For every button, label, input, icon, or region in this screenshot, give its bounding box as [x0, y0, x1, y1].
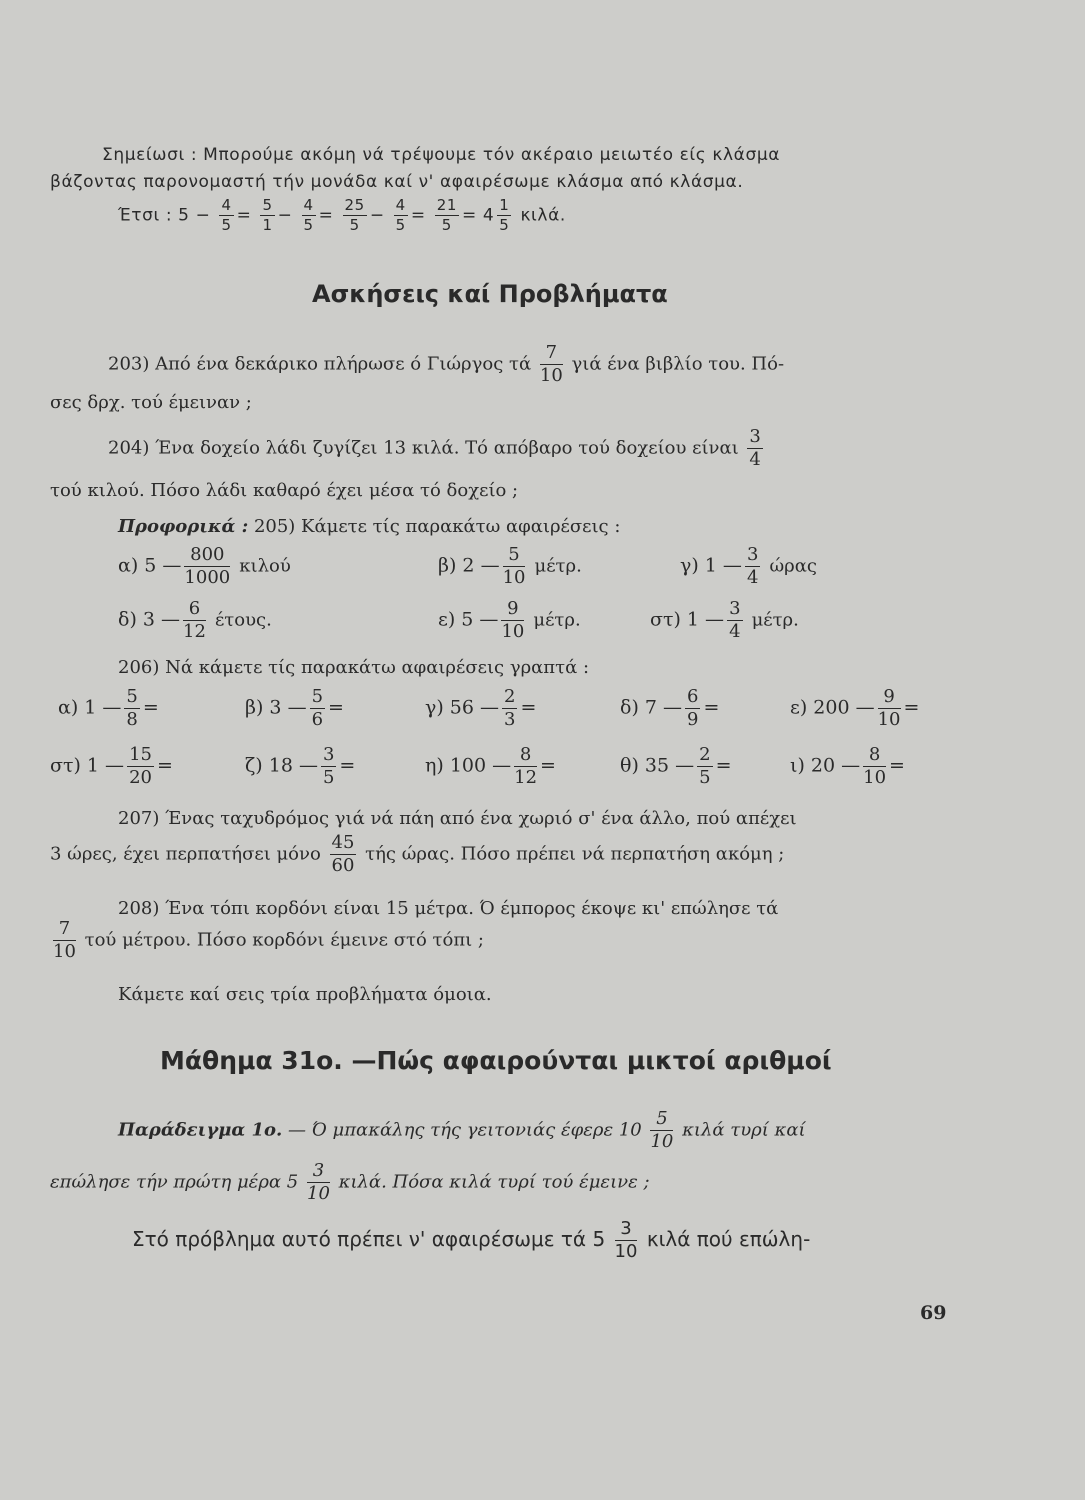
oral-label: Προφορικά :: [118, 516, 249, 537]
item-205-d: δ) 3 — $\frac{6}{12}$ έτους.: [118, 598, 272, 642]
section-heading: Ασκήσεις καί Προβλήματα: [312, 280, 668, 308]
item-206-g: ζ) 18 — $\frac{3}{5}$ =: [245, 744, 356, 788]
item-205-b: β) 2 — $\frac{5}{10}$ μέτρ.: [438, 544, 582, 588]
closing-line: Στό πρόβλημα αυτό πρέπει ν' αφαιρέσωμε τά 5 $\frac{3}{10}$ κιλά πού επώλη-: [132, 1218, 811, 1262]
fraction: $\frac{5}{1}$: [262, 196, 273, 234]
page-number: 69: [920, 1302, 947, 1324]
fraction: $\frac{4}{5}$: [395, 196, 406, 234]
note-eq-prefix: Έτσι : 5 −: [118, 205, 211, 226]
item-206-c: γ) 56 — $\frac{2}{3}$ =: [425, 686, 537, 730]
item-206-e: ε) 200 — $\frac{9}{10}$ =: [790, 686, 920, 730]
item-205-e: ε) 5 — $\frac{9}{10}$ μέτρ.: [438, 598, 581, 642]
fraction: $\frac{7}{10}$: [539, 342, 563, 386]
problem-205-header: Προφορικά : 205) Κάμετε τίς παρακάτω αφαιρέσεις :: [118, 516, 621, 537]
note-line-2: βάζοντας παρονομαστή τήν μονάδα καί ν' αφαιρέσωμε κλάσμα από κλάσμα.: [50, 172, 744, 192]
fraction: $\frac{5}{10}$: [650, 1108, 674, 1152]
fraction: $\frac{25}{5}$: [344, 196, 365, 234]
problem-206-header: 206) Νά κάμετε τίς παρακάτω αφαιρέσεις γραπτά :: [118, 657, 590, 678]
item-206-h: η) 100 — $\frac{8}{12}$ =: [425, 744, 556, 788]
item-206-f: στ) 1 — $\frac{15}{20}$ =: [50, 744, 173, 788]
problem-203-cont: σες δρχ. τού έμειναν ;: [50, 392, 252, 413]
problem-208-cont: $\frac{7}{10}$ τού μέτρου. Πόσο κορδόνι έμεινε στό τόπι ;: [53, 918, 484, 962]
fraction: $\frac{4}{5}$: [221, 196, 232, 234]
problem-204-cont: τού κιλού. Πόσο λάδι καθαρό έχει μέσα τό δοχείο ;: [50, 480, 519, 501]
fraction: $\frac{1}{5}$: [499, 196, 510, 234]
extra-problems: Κάμετε καί σεις τρία προβλήματα όμοια.: [118, 984, 492, 1005]
item-206-i: θ) 35 — $\frac{2}{5}$ =: [620, 744, 732, 788]
problem-204: 204) Ένα δοχείο λάδι ζυγίζει 13 κιλά. Τό απόβαρο τού δοχείου είναι $\frac{3}{4}$: [108, 426, 761, 470]
fraction: $\frac{3}{4}$: [749, 426, 761, 470]
example-line-1: Παράδειγμα 1ο. — Ό μπακάλης τής γειτονιάς έφερε 10 $\frac{5}{10}$ κιλά τυρί καί: [118, 1108, 806, 1152]
note-equation: Έτσι : 5 − $\frac{4}{5}$ = $\frac{5}{1}$ − $\frac{4}{5}$ = $\frac{25}{5}$ − $\frac{4}{5}$ = $\frac{21}{5}$ = 4 $\frac{1}{5}$ κιλά.: [118, 196, 566, 234]
item-206-a: α) 1 — $\frac{5}{8}$ =: [58, 686, 159, 730]
problem-207-cont: 3 ώρες, έχει περπατήσει μόνο $\frac{45}{60}$ τής ώρας. Πόσο πρέπει νά περπατήση ακόμη ;: [50, 832, 785, 876]
problem-203: 203) Από ένα δεκάρικο πλήρωσε ό Γιώργος τά $\frac{7}{10}$ γιά ένα βιβλίο του. Πό-: [108, 342, 785, 386]
fraction: $\frac{3}{10}$: [614, 1218, 638, 1262]
note-line-1: Σημείωσι : Μπορούμε ακόμη νά τρέψουμε τόν ακέραιο μειωτέο είς κλάσμα: [102, 145, 781, 165]
fraction: $\frac{21}{5}$: [436, 196, 457, 234]
item-205-f: στ) 1 — $\frac{3}{4}$ μέτρ.: [650, 598, 799, 642]
fraction: $\frac{7}{10}$: [53, 918, 76, 962]
lesson-heading: Μάθημα 31ο. —Πώς αφαιρούνται μικτοί αριθμοί: [160, 1046, 832, 1075]
problem-208: 208) Ένα τόπι κορδόνι είναι 15 μέτρα. Ό έμπορος έκοψε κι' επώλησε τά: [118, 898, 779, 919]
item-205-c: γ) 1 — $\frac{3}{4}$ ώρας: [680, 544, 817, 588]
example-line-2: επώλησε τήν πρώτη μέρα 5 $\frac{3}{10}$ κιλά. Πόσα κιλά τυρί τού έμεινε ;: [50, 1160, 650, 1204]
item-206-d: δ) 7 — $\frac{6}{9}$ =: [620, 686, 720, 730]
fraction: $\frac{3}{10}$: [307, 1160, 330, 1204]
item-205-a: α) 5 — $\frac{800}{1000}$ κιλού: [118, 544, 291, 588]
problem-207: 207) Ένας ταχυδρόμος γιά νά πάη από ένα χωριό σ' ένα άλλο, πού απέχει: [118, 808, 797, 829]
fraction: $\frac{4}{5}$: [303, 196, 314, 234]
example-label: Παράδειγμα 1ο.: [118, 1119, 283, 1141]
item-206-b: β) 3 — $\frac{5}{6}$ =: [245, 686, 344, 730]
item-206-j: ι) 20 — $\frac{8}{10}$ =: [790, 744, 905, 788]
fraction: $\frac{45}{60}$: [331, 832, 355, 876]
